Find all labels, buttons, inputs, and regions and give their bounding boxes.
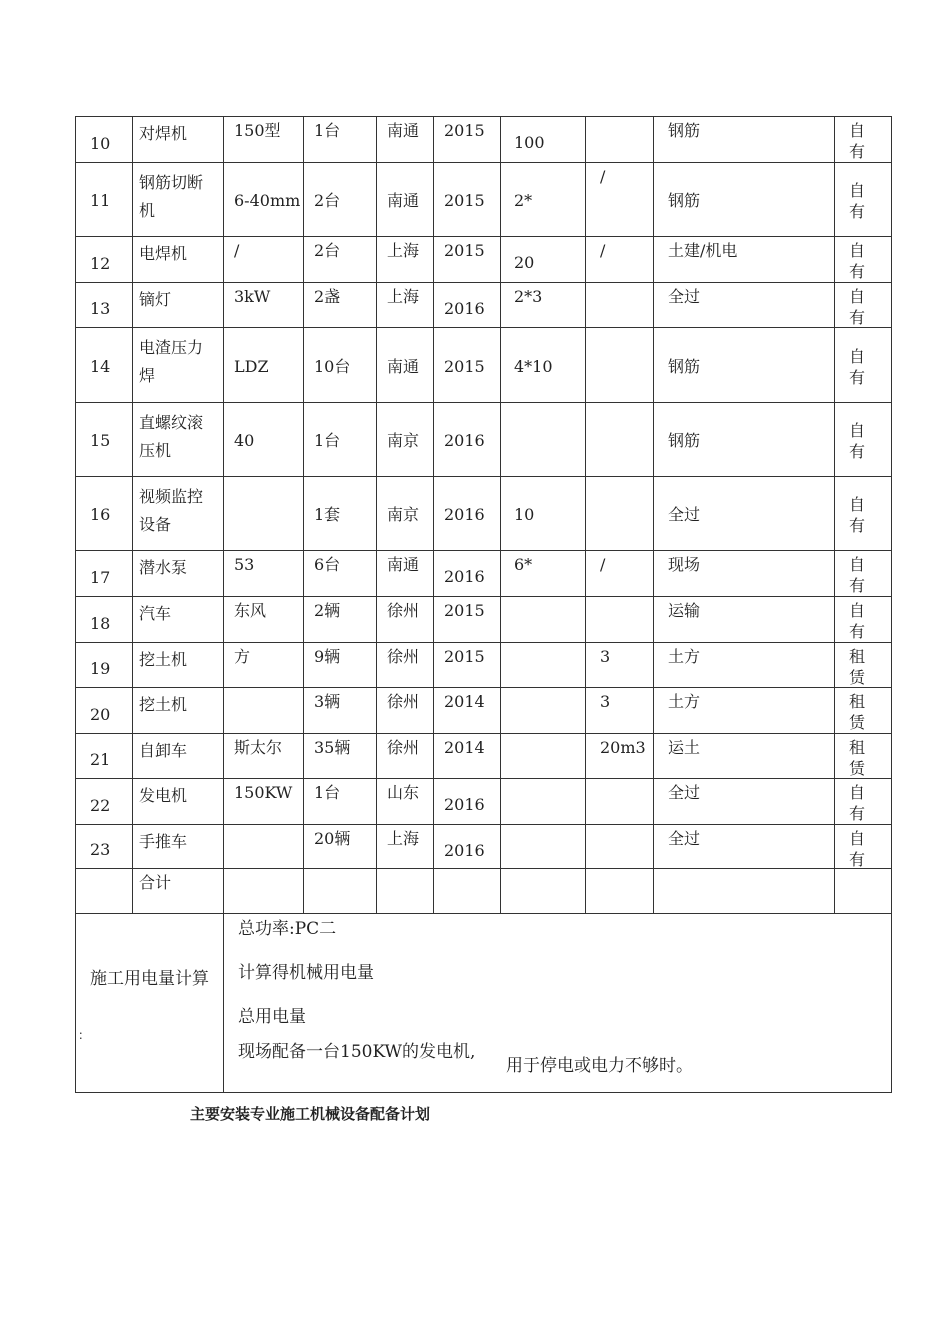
equipment-name-cell [133,825,224,869]
equipment-name: 直螺纹滚压机 [139,413,204,460]
origin-place-cell [377,403,434,477]
total-label: 合计 [133,869,224,914]
ownership: 自有 [849,241,866,281]
origin-place: 南通 [387,555,420,574]
quantity: 2台 [314,241,341,260]
row-number-cell [76,688,133,734]
row-number-cell [76,825,133,869]
quantity-cell [304,734,377,779]
equipment-name-cell [133,597,224,643]
origin-place: 南京 [387,431,420,450]
origin-place: 南通 [387,191,420,210]
row-number: 10 [90,134,111,153]
origin-place-cell [377,688,434,734]
equipment-name: 视频监控设备 [139,487,204,534]
quantity-cell [304,477,377,551]
origin-place: 南京 [387,505,420,524]
row-number-cell [76,163,133,237]
equipment-name: 电渣压力焊 [139,338,204,385]
origin-place: 南通 [387,121,420,140]
origin-place-cell [377,734,434,779]
usage-scope: 钢筋 [668,356,701,376]
origin-place-cell [377,163,434,237]
table-row [76,779,892,825]
origin-place: 徐州 [387,738,420,757]
rated-power-cell [501,551,586,597]
manufacture-year: 2015 [444,191,485,210]
quantity: 35辆 [314,738,351,757]
equipment-table [75,116,892,1093]
usage-scope-cell [654,403,835,477]
production-capacity: / [600,241,606,260]
rated-power-cell [501,163,586,237]
equipment-name: 电焊机 [139,244,188,263]
usage-scope-cell [654,825,835,869]
model-spec-cell [224,688,304,734]
model-spec: 150KW [234,783,293,802]
row-number: 16 [90,505,111,524]
rated-power: 10 [514,505,535,524]
row-number-cell [76,283,133,328]
rated-power-cell [501,403,586,477]
production-capacity: 3 [600,692,611,711]
rated-power-cell [501,734,586,779]
origin-place-cell [377,551,434,597]
equipment-rows [76,117,892,869]
manufacture-year: 2014 [444,692,485,711]
row-number: 17 [90,568,111,587]
equipment-name-cell [133,688,224,734]
quantity: 9辆 [314,647,341,666]
usage-scope: 钢筋 [668,431,701,450]
usage-scope-cell [654,779,835,825]
total-row [76,869,892,914]
model-spec: / [234,241,240,260]
usage-scope: 土方 [668,692,701,711]
ownership: 租赁 [849,647,866,687]
equipment-name-cell [133,328,224,403]
total-electricity-line: 总用电量 [238,1007,306,1027]
manufacture-year-cell [434,688,501,734]
manufacture-year-cell [434,328,501,403]
production-capacity-cell [586,117,654,163]
power-calc-label: 施工用电量计算 [90,969,209,989]
manufacture-year-cell [434,403,501,477]
total-no-cell [76,869,133,914]
table-row [76,163,892,237]
equipment-name-cell [133,403,224,477]
row-number-cell [76,643,133,688]
ownership-cell [835,477,892,551]
model-spec-cell [224,551,304,597]
origin-place-cell [377,643,434,688]
ownership-cell [835,403,892,477]
equipment-name-cell [133,477,224,551]
quantity-cell [304,237,377,283]
row-number-cell [76,551,133,597]
ownership-cell [835,643,892,688]
ownership-cell [835,328,892,403]
usage-scope: 现场 [668,555,701,574]
production-capacity-cell [586,825,654,869]
model-spec-cell [224,403,304,477]
usage-scope-cell [654,237,835,283]
equipment-name-cell [133,117,224,163]
power-calc-colon: ： [78,1028,91,1042]
manufacture-year: 2016 [444,299,485,318]
origin-place-cell [377,477,434,551]
ownership-cell [835,779,892,825]
origin-place-cell [377,779,434,825]
rated-power-cell [501,643,586,688]
equipment-name: 自卸车 [139,741,188,760]
equipment-name: 手推车 [139,832,188,851]
manufacture-year-cell [434,643,501,688]
equipment-name-cell [133,779,224,825]
power-calc-content-cell [224,914,892,1093]
rated-power-cell [501,597,586,643]
ownership: 自有 [849,555,866,595]
row-number: 11 [90,191,111,210]
rated-power: 20 [514,253,535,272]
manufacture-year-cell [434,597,501,643]
manufacture-year: 2016 [444,431,485,450]
production-capacity: / [600,167,606,186]
model-spec: 53 [234,555,255,574]
manufacture-year: 2016 [444,795,485,814]
rated-power-cell [501,779,586,825]
table-row [76,117,892,163]
usage-scope: 土方 [668,647,701,666]
usage-scope: 钢筋 [668,191,701,210]
production-capacity-cell [586,283,654,328]
ownership: 自有 [849,287,866,327]
model-spec: 3kW [234,287,271,306]
usage-scope-cell [654,688,835,734]
total-power-line: 总功率:PC二 [238,919,337,939]
ownership: 自有 [849,495,866,535]
row-number: 18 [90,614,111,633]
quantity-cell [304,643,377,688]
row-number: 19 [90,659,111,678]
ownership: 自有 [849,601,866,641]
ownership-cell [835,551,892,597]
rated-power: 100 [514,133,545,152]
production-capacity: 3 [600,647,611,666]
model-spec-cell [224,477,304,551]
rated-power: 2* [514,191,533,210]
production-capacity-cell [586,734,654,779]
manufacture-year: 2016 [444,567,485,586]
row-number: 20 [90,705,111,724]
quantity: 10台 [314,356,351,376]
quantity: 3辆 [314,692,341,711]
ownership-cell [835,597,892,643]
manufacture-year: 2015 [444,356,485,376]
row-number: 14 [90,356,111,376]
usage-scope: 运土 [668,738,701,757]
table-row [76,643,892,688]
usage-scope-cell [654,734,835,779]
row-number-cell [76,237,133,283]
usage-scope: 全过 [668,505,701,524]
usage-scope-cell [654,328,835,403]
row-number-cell [76,779,133,825]
table-row [76,403,892,477]
model-spec-cell [224,237,304,283]
usage-scope-cell [654,551,835,597]
origin-place-cell [377,237,434,283]
power-calc-label-cell [76,914,224,1093]
table-row [76,825,892,869]
ownership: 自有 [849,181,866,221]
table-row [76,734,892,779]
equipment-name: 发电机 [139,786,188,805]
row-number-cell [76,734,133,779]
production-capacity: / [600,555,606,574]
model-spec-cell [224,779,304,825]
usage-scope-cell [654,117,835,163]
row-number: 23 [90,840,111,859]
model-spec: 斯太尔 [234,738,283,757]
usage-scope-cell [654,597,835,643]
manufacture-year: 2016 [444,841,485,860]
origin-place: 山东 [387,783,420,802]
manufacture-year-cell [434,163,501,237]
origin-place: 上海 [387,287,420,306]
quantity: 2台 [314,191,341,210]
equipment-name-cell [133,283,224,328]
usage-scope: 全过 [668,287,701,306]
rated-power-cell [501,237,586,283]
table-row [76,237,892,283]
quantity-cell [304,403,377,477]
production-capacity-cell [586,163,654,237]
ownership: 自有 [849,783,866,823]
ownership: 自有 [849,346,866,387]
manufacture-year: 2016 [444,505,485,524]
quantity-cell [304,597,377,643]
power-calc-row [76,914,892,1093]
section-title: 主要安装专业施工机械设备配备计划 [190,1105,431,1123]
origin-place: 徐州 [387,601,420,620]
manufacture-year-cell [434,477,501,551]
row-number: 15 [90,431,111,450]
usage-scope: 运输 [668,601,701,620]
model-spec-cell [224,734,304,779]
manufacture-year-cell [434,117,501,163]
equipment-name-cell [133,643,224,688]
production-capacity-cell [586,477,654,551]
ownership-cell [835,825,892,869]
row-number: 22 [90,796,111,815]
table-row [76,477,892,551]
production-capacity-cell [586,237,654,283]
table-row [76,688,892,734]
manufacture-year: 2014 [444,738,485,757]
quantity: 1台 [314,121,341,140]
table-row [76,551,892,597]
manufacture-year-cell [434,734,501,779]
model-spec: 东风 [234,601,267,620]
manufacture-year: 2015 [444,647,485,666]
ownership-cell [835,688,892,734]
equipment-name: 汽车 [139,604,172,623]
model-spec-cell [224,117,304,163]
model-spec-cell [224,283,304,328]
generator-note: 现场配备一台150KW的发电机, [238,1042,476,1062]
model-spec-cell [224,643,304,688]
ownership: 自有 [849,829,866,869]
quantity: 1台 [314,783,341,802]
rated-power-cell [501,328,586,403]
quantity: 6台 [314,555,341,574]
production-capacity-cell [586,403,654,477]
ownership-cell [835,283,892,328]
ownership: 自有 [849,121,866,161]
origin-place: 上海 [387,829,420,848]
ownership-cell [835,117,892,163]
table-row [76,283,892,328]
ownership: 租赁 [849,738,866,778]
usage-scope: 全过 [668,783,701,802]
origin-place-cell [377,283,434,328]
equipment-name: 钢筋切断机 [139,173,204,220]
usage-scope: 全过 [668,829,701,848]
table-row [76,328,892,403]
model-spec-cell [224,597,304,643]
manufacture-year: 2015 [444,241,485,260]
ownership-cell [835,237,892,283]
quantity-cell [304,825,377,869]
machine-power-line: 计算得机械用电量 [238,963,374,983]
ownership-cell [835,734,892,779]
quantity: 20辆 [314,829,351,848]
rated-power-cell [501,283,586,328]
equipment-name: 挖土机 [139,650,188,669]
row-number: 21 [90,750,111,769]
row-number-cell [76,117,133,163]
manufacture-year-cell [434,551,501,597]
model-spec: 方 [234,647,251,666]
manufacture-year-cell [434,825,501,869]
rated-power: 2*3 [514,287,543,306]
model-spec-cell [224,825,304,869]
quantity-cell [304,688,377,734]
equipment-name: 对焊机 [139,124,188,143]
ownership: 租赁 [849,692,866,732]
usage-scope-cell [654,163,835,237]
production-capacity-cell [586,688,654,734]
quantity: 2盏 [314,287,341,306]
quantity-cell [304,328,377,403]
quantity: 2辆 [314,601,341,620]
row-number-cell [76,403,133,477]
row-number: 13 [90,299,111,318]
ownership-cell [835,163,892,237]
origin-place-cell [377,328,434,403]
rated-power-cell [501,477,586,551]
rated-power-cell [501,117,586,163]
quantity: 1套 [314,505,341,524]
table-row [76,597,892,643]
quantity-cell [304,283,377,328]
row-number: 12 [90,254,111,273]
manufacture-year-cell [434,237,501,283]
equipment-name-cell [133,734,224,779]
usage-scope-cell [654,643,835,688]
production-capacity-cell [586,643,654,688]
origin-place-cell [377,825,434,869]
ownership: 自有 [849,421,866,461]
production-capacity-cell [586,779,654,825]
origin-place: 南通 [387,356,420,376]
equipment-name-cell [133,551,224,597]
origin-place-cell [377,597,434,643]
usage-scope-cell [654,283,835,328]
equipment-name: 挖土机 [139,695,188,714]
usage-scope: 钢筋 [668,121,701,140]
origin-place: 徐州 [387,647,420,666]
model-spec: 40 [234,431,255,450]
origin-place: 上海 [387,241,420,260]
quantity-cell [304,779,377,825]
row-number-cell [76,477,133,551]
model-spec: 6-40mm [234,191,301,210]
model-spec-cell [224,163,304,237]
equipment-name-cell [133,163,224,237]
origin-place: 徐州 [387,692,420,711]
rated-power-cell [501,688,586,734]
origin-place-cell [377,117,434,163]
usage-scope-cell [654,477,835,551]
usage-scope: 土建/机电 [668,241,738,260]
model-spec-cell [224,328,304,403]
production-capacity-cell [586,597,654,643]
generator-note-purpose: 用于停电或电力不够时。 [506,1056,693,1076]
model-spec: LDZ [234,356,269,376]
rated-power: 4*10 [514,356,553,376]
equipment-name: 镝灯 [139,290,172,309]
model-spec: 150型 [234,121,281,140]
row-number-cell [76,328,133,403]
production-capacity: 20m3 [600,738,646,757]
manufacture-year-cell [434,779,501,825]
quantity-cell [304,163,377,237]
rated-power-cell [501,825,586,869]
manufacture-year-cell [434,283,501,328]
quantity-cell [304,117,377,163]
quantity: 1台 [314,431,341,450]
quantity-cell [304,551,377,597]
equipment-name: 潜水泵 [139,558,188,577]
manufacture-year: 2015 [444,601,485,620]
rated-power: 6* [514,555,533,574]
row-number-cell [76,597,133,643]
production-capacity-cell [586,328,654,403]
equipment-name-cell [133,237,224,283]
production-capacity-cell [586,551,654,597]
manufacture-year: 2015 [444,121,485,140]
